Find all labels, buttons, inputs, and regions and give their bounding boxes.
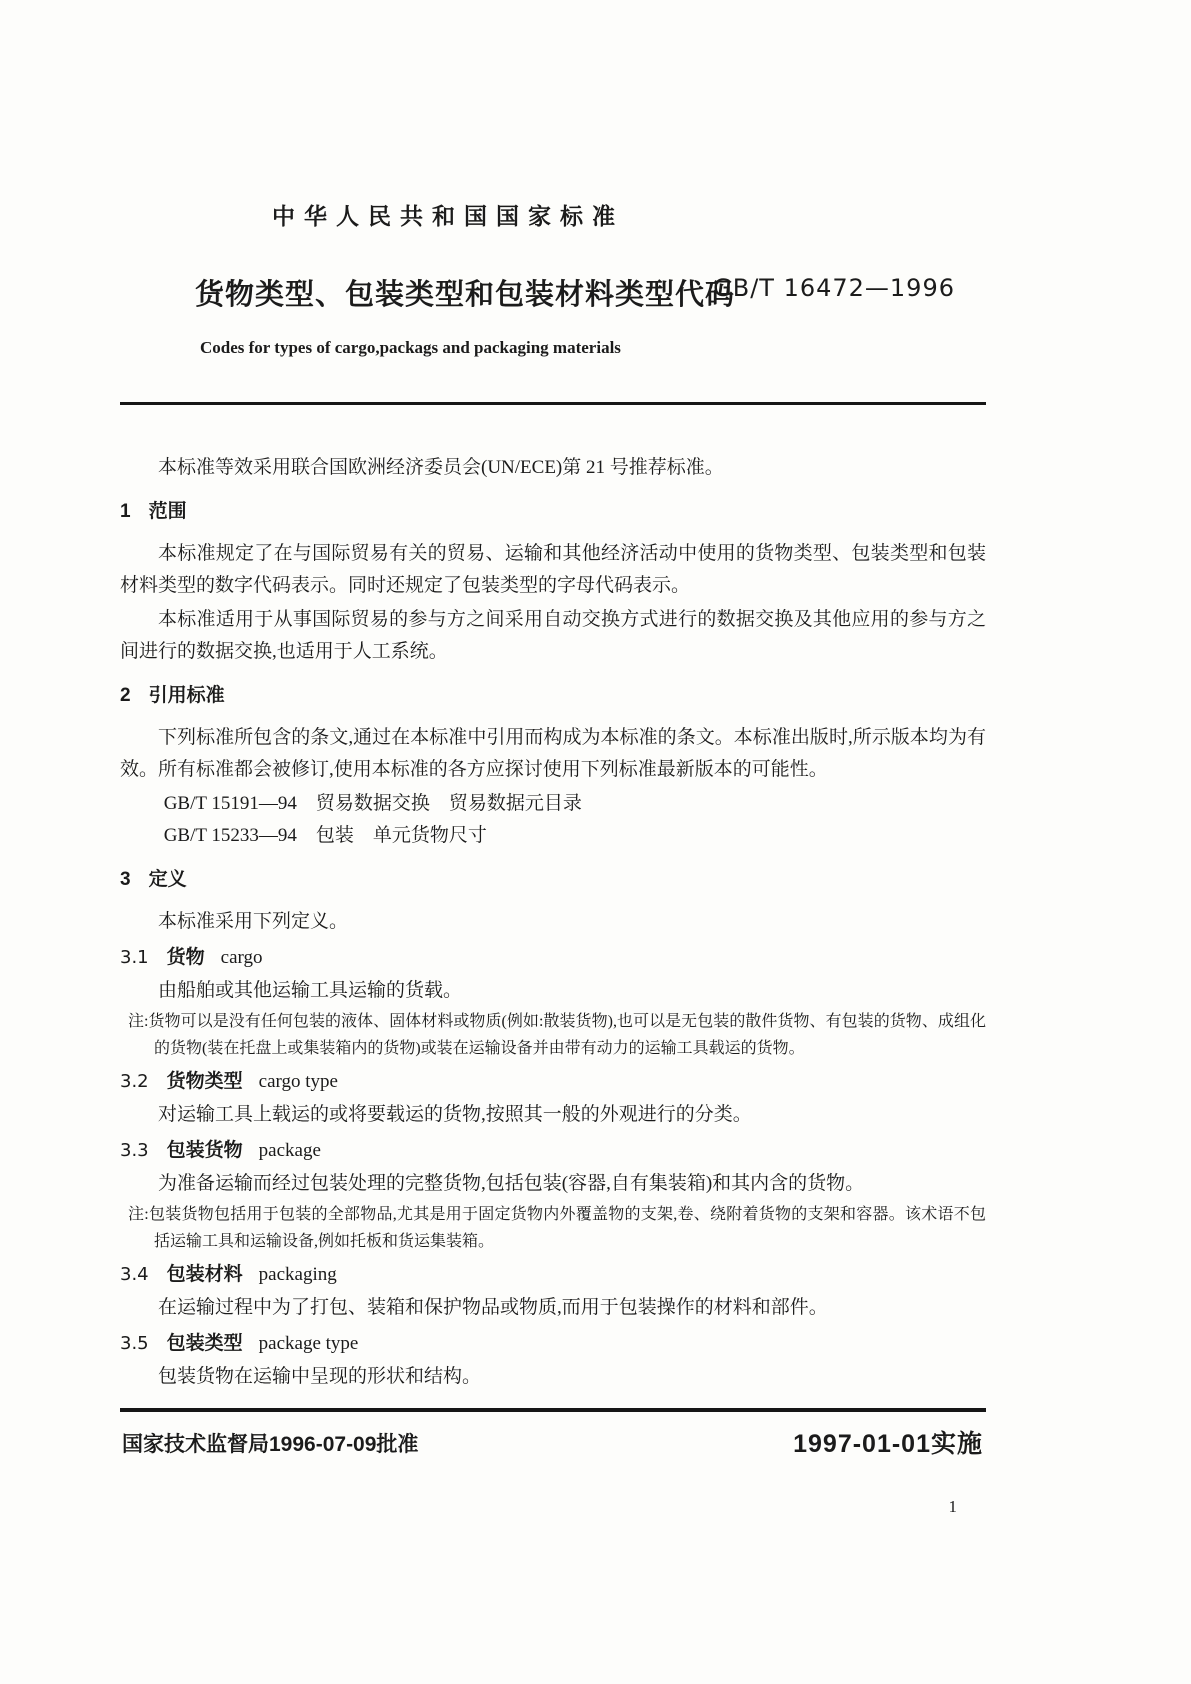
section-1-title: 范围	[148, 501, 187, 522]
definition-3-2-number: 3.2	[120, 1071, 149, 1092]
standard-header-label: 中华人民共和国国家标准	[272, 203, 624, 229]
definition-3-3-term	[120, 1135, 986, 1167]
section-2-title: 引用标准	[148, 685, 225, 706]
intro-paragraph: 本标准等效采用联合国欧洲经济委员会(UN/ECE)第 21 号推荐标准。	[158, 457, 724, 478]
footer-approval-text: 国家技术监督局1996-07-09批准	[122, 1433, 419, 1456]
section-1-paragraph-2: 本标准适用于从事国际贸易的参与方之间采用自动交换方式进行的数据交换及其他应用的参与方之间进行的数据交换,也适用于人工系统。	[120, 609, 986, 662]
document-title-english: Codes for types of cargo,packags and packaging materials	[200, 338, 621, 357]
definition-3-1-term	[120, 942, 986, 974]
definition-3-2-description: 对运输工具上载运的或将要载运的货物,按照其一般的外观进行的分类。	[158, 1104, 752, 1125]
footer-implementation-text: 1997-01-01实施	[793, 1430, 983, 1458]
definition-3-1-number: 3.1	[120, 947, 149, 968]
document-title: 货物类型、包装类型和包装材料类型代码	[195, 279, 736, 311]
section-2-heading	[120, 680, 986, 712]
definition-3-5-number: 3.5	[120, 1333, 149, 1354]
definition-3-3-description: 为准备运输而经过包装处理的完整货物,包括包装(容器,自有集装箱)和其内含的货物。	[158, 1173, 865, 1194]
definition-3-1-description: 由船舶或其他运输工具运输的货载。	[158, 980, 463, 1001]
section-1-number: 1	[120, 501, 131, 522]
document-body	[120, 452, 986, 1394]
footer-rule	[120, 1408, 986, 1412]
definition-3-3-term-cn: 包装货物	[166, 1140, 243, 1161]
section-3-heading	[120, 864, 986, 896]
definition-3-2-term-en: cargo type	[258, 1071, 338, 1092]
section-3-title: 定义	[148, 869, 187, 890]
header-rule	[120, 402, 986, 405]
page-number: 1	[948, 1497, 957, 1516]
definition-3-4-term-cn: 包装材料	[166, 1264, 243, 1285]
definition-3-1-term-en: cargo	[220, 947, 263, 968]
definition-3-1-term-cn: 货物	[166, 947, 205, 968]
standard-code: GB/T 16472—1996	[713, 274, 955, 302]
definition-3-3-term-en: package	[258, 1140, 321, 1161]
section-2-paragraph-1: 下列标准所包含的条文,通过在本标准中引用而构成为本标准的条文。本标准出版时,所示版本均为有效。所有标准都会被修订,使用本标准的各方应探讨使用下列标准最新版本的可能性。	[120, 727, 986, 780]
section-3-number: 3	[120, 869, 131, 890]
definition-3-3-note: 注:包装货物包括用于包装的全部物品,尤其是用于固定货物内外覆盖物的支架,卷、绕附着货物的支架和容器。该术语不包括运输工具和运输设备,例如托板和货运集装箱。	[128, 1206, 986, 1250]
definition-3-5-term-cn: 包装类型	[166, 1333, 243, 1354]
definition-3-4-description: 在运输过程中为了打包、装箱和保护物品或物质,而用于包装操作的材料和部件。	[158, 1297, 828, 1318]
definition-3-2-term-cn: 货物类型	[166, 1071, 243, 1092]
definition-3-2-term	[120, 1066, 986, 1098]
definition-3-5-term-en: package type	[258, 1333, 359, 1354]
reference-standard-2: GB/T 15233—94 包装 单元货物尺寸	[163, 825, 487, 846]
reference-standard-1: GB/T 15191—94 贸易数据交换 贸易数据元目录	[163, 793, 582, 814]
section-1-paragraph-1: 本标准规定了在与国际贸易有关的贸易、运输和其他经济活动中使用的货物类型、包装类型和包装材料类型的数字代码表示。同时还规定了包装类型的字母代码表示。	[120, 543, 986, 596]
section-2-number: 2	[120, 685, 131, 706]
definition-3-3-number: 3.3	[120, 1140, 149, 1161]
section-3-paragraph-1: 本标准采用下列定义。	[158, 911, 349, 932]
section-1-heading	[120, 496, 986, 528]
definition-3-4-term-en: packaging	[258, 1264, 337, 1285]
definition-3-4-term	[120, 1259, 986, 1291]
definition-3-5-term	[120, 1328, 986, 1360]
definition-3-5-description: 包装货物在运输中呈现的形状和结构。	[158, 1366, 482, 1387]
definition-3-4-number: 3.4	[120, 1264, 149, 1285]
definition-3-1-note: 注:货物可以是没有任何包装的液体、固体材料或物质(例如:散装货物),也可以是无包装的散件货物、有包装的货物、成组化的货物(装在托盘上或集装箱内的货物)或装在运输设备并由带有动力的运输工具载运的货物。	[128, 1013, 986, 1057]
